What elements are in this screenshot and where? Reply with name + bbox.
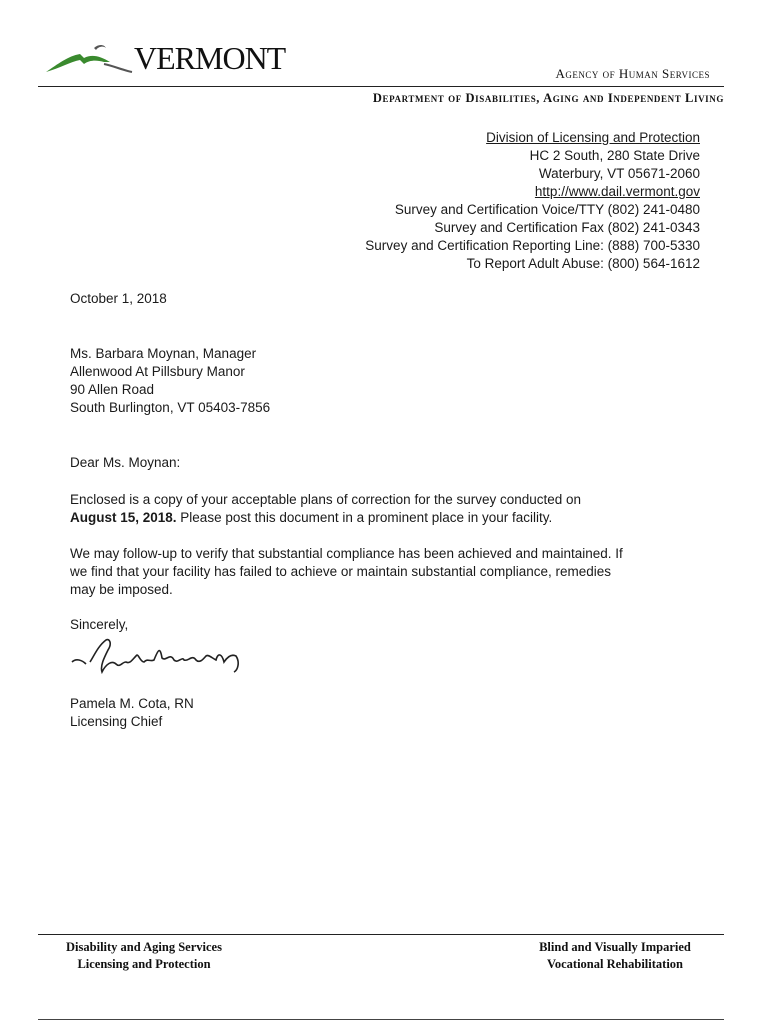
signer-title: Licensing Chief [70,714,163,729]
agency-name: Agency of Human Services [555,66,710,81]
recipient-street: 90 Allen Road [70,382,155,397]
voice-line: Survey and Certification Voice/TTY (802) 241-0480 [394,202,700,217]
signer-name: Pamela M. Cota, RN [70,696,194,711]
footer-right-line-2: Vocational Rehabilitation [546,957,683,971]
paragraph-1 [70,491,581,527]
footer-left-line-2: Licensing and Protection [77,957,211,971]
footer-right [510,939,720,973]
recipient-facility: Allenwood At Pillsbury Manor [70,364,245,379]
abuse-line: To Report Adult Abuse: (800) 564-1612 [466,256,700,271]
division-name: Division of Licensing and Protection [486,130,700,145]
footer-left [44,939,244,973]
bottom-divider [38,1019,724,1020]
closing: Sincerely, [70,617,129,632]
footer-right-line-1: Blind and Visually Imparied [539,940,691,954]
letter-date: October 1, 2018 [70,291,167,306]
address-line-1: HC 2 South, 280 State Drive [529,148,700,163]
salutation: Dear Ms. Moynan: [70,455,181,470]
logo-text: VERMONT [134,40,286,76]
contact-block [365,129,700,273]
paragraph-2-line-2: we find that your facility has failed to achieve or maintain substantial compliance, remedies [70,564,612,579]
website-link[interactable]: http://www.dail.vermont.gov [534,184,700,199]
paragraph-1-rest: Please post this document in a prominent place in your facility. [176,510,553,525]
address-line-2: Waterbury, VT 05671-2060 [538,166,700,181]
vermont-logo [44,38,284,78]
header-divider [38,86,724,87]
recipient-city: South Burlington, VT 05403-7856 [70,400,271,415]
signer-block [70,695,194,731]
fax-line: Survey and Certification Fax (802) 241-0343 [434,220,700,235]
paragraph-2-line-3: may be imposed. [70,582,173,597]
survey-date: August 15, 2018. [70,510,177,525]
paragraph-1-line-1: Enclosed is a copy of your acceptable plans of correction for the survey conducted on [70,492,582,507]
reporting-line: Survey and Certification Reporting Line: (888) 700-5330 [365,238,700,253]
paragraph-2 [70,545,623,599]
recipient-address [70,345,270,417]
handwritten-signature [66,632,246,687]
footer-divider [38,934,724,935]
department-name: Department of Disabilities, Aging and Independent Living [372,91,724,105]
recipient-name: Ms. Barbara Moynan, Manager [70,346,257,361]
footer-left-line-1: Disability and Aging Services [66,940,222,954]
paragraph-2-line-1: We may follow-up to verify that substantial compliance has been achieved and maintained. If [70,546,623,561]
mountain-logo-icon [44,42,136,76]
